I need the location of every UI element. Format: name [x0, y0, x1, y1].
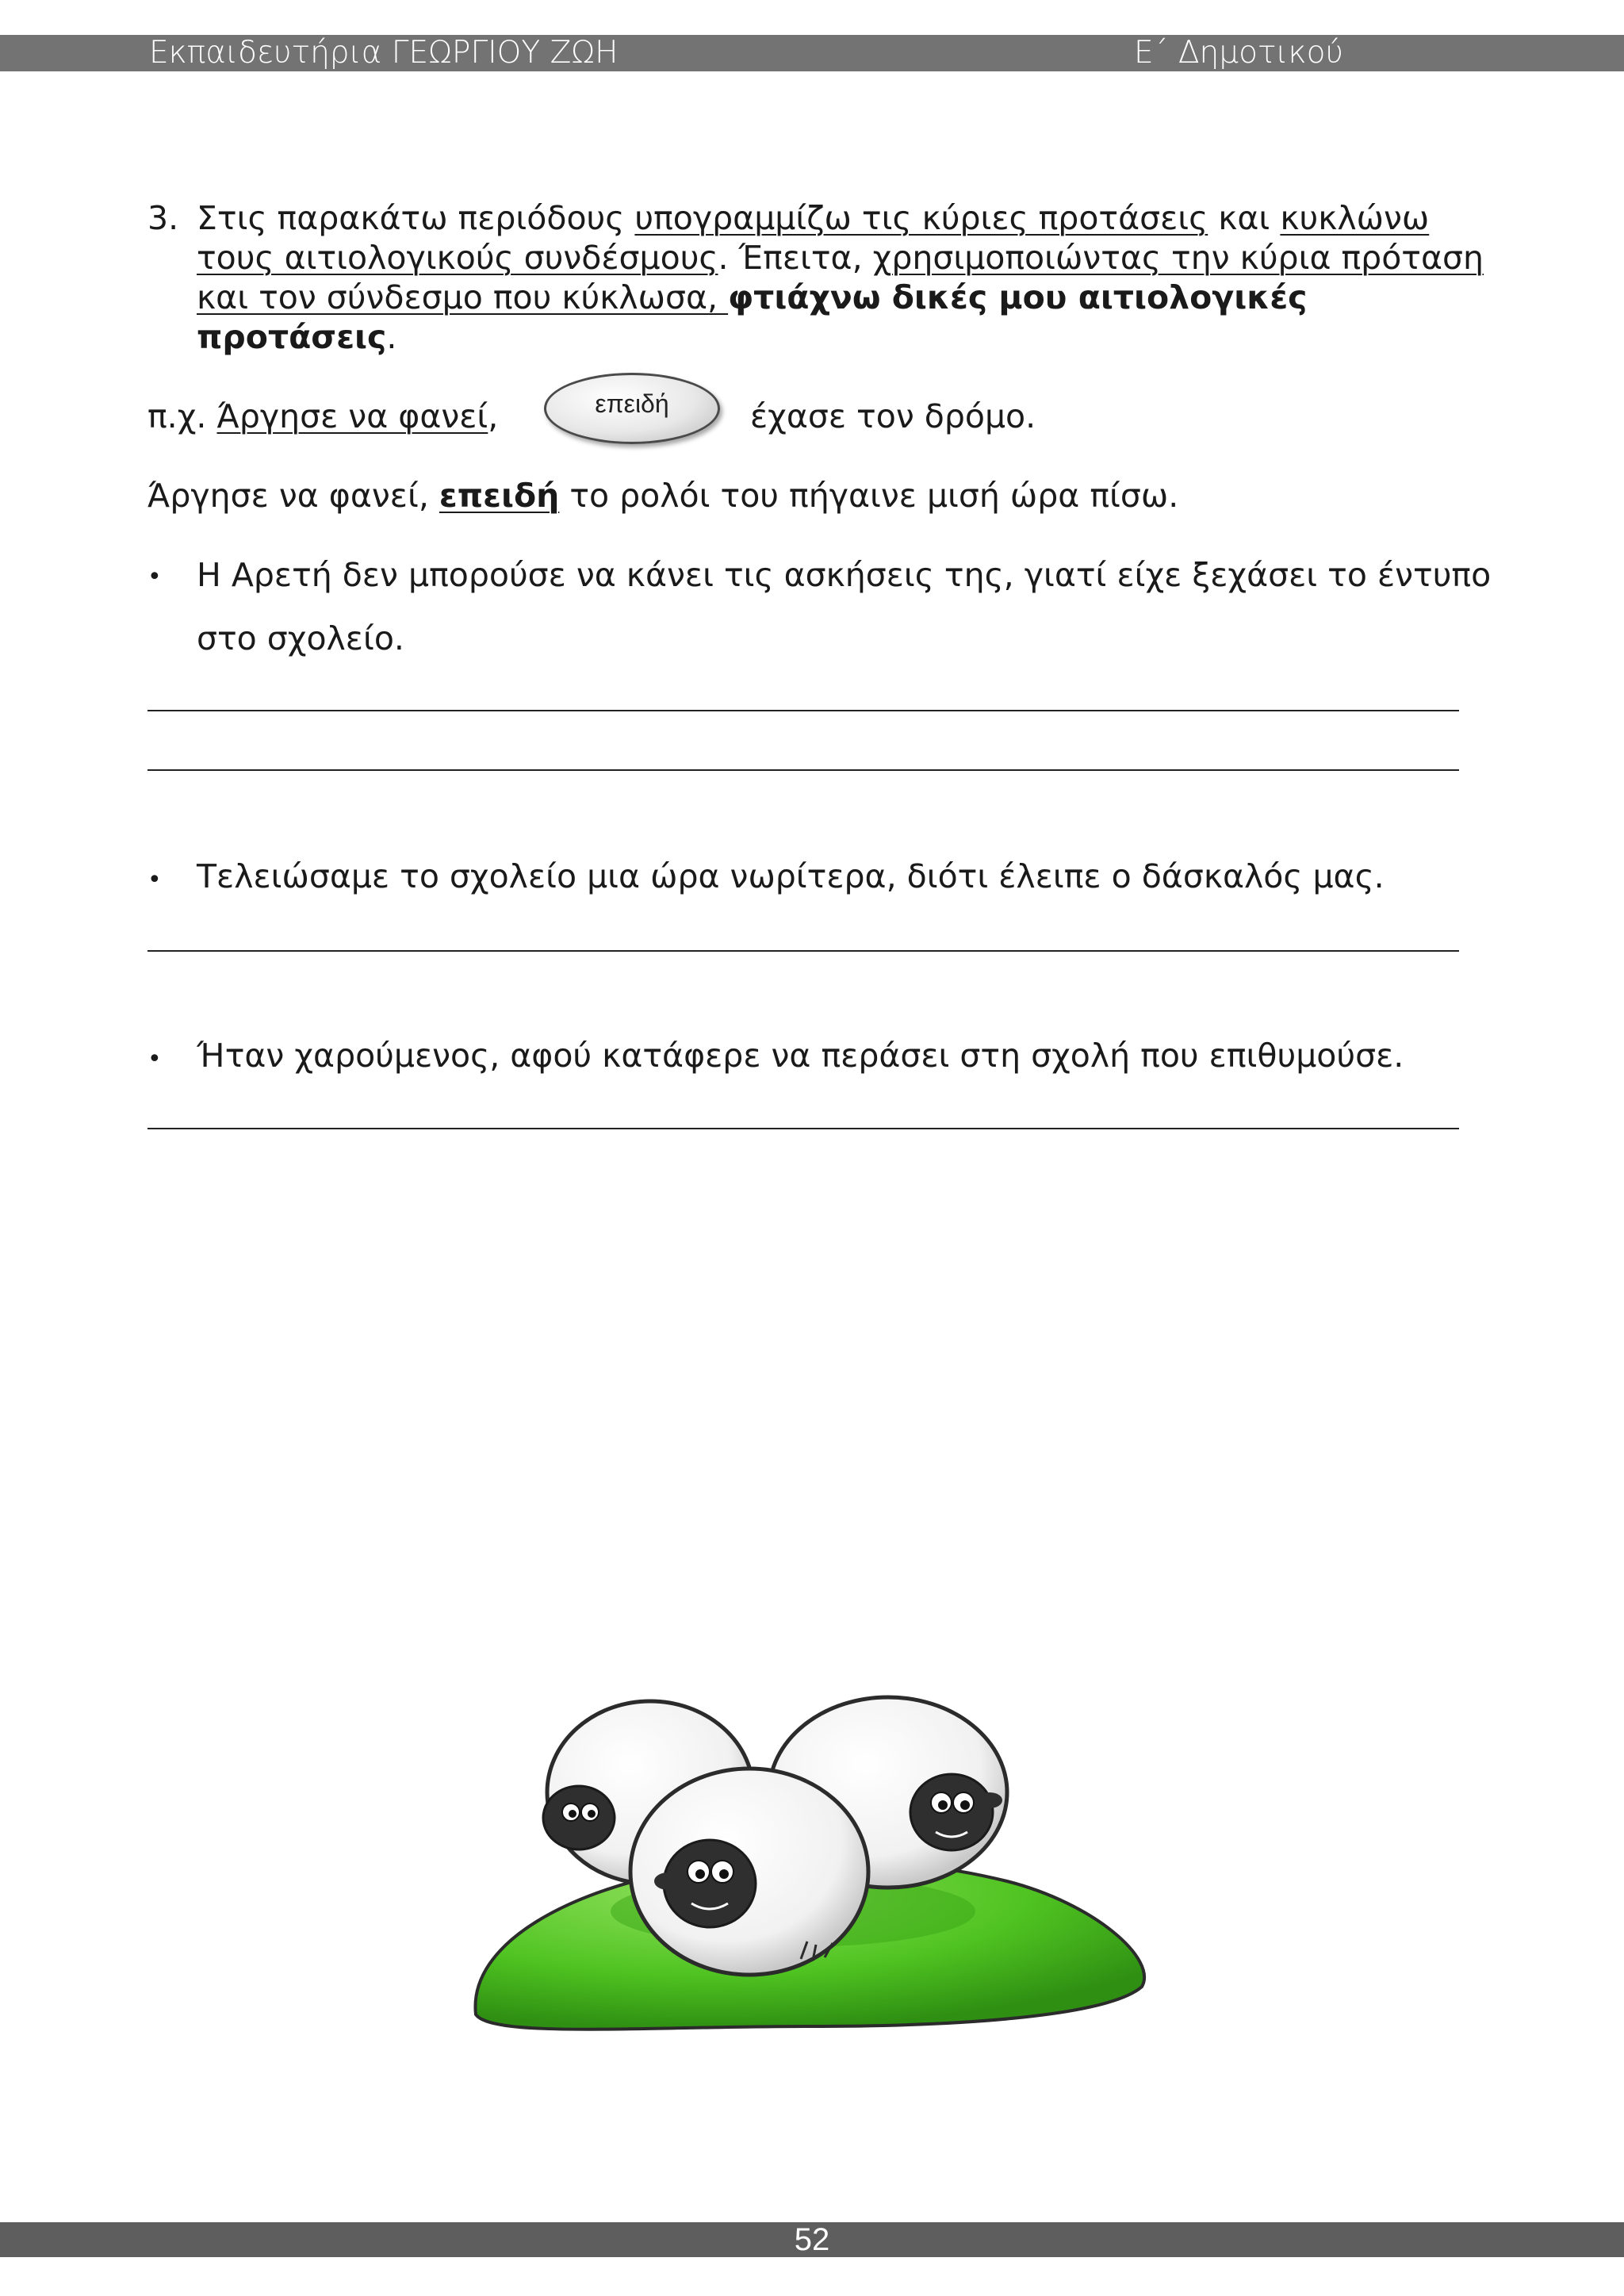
page-number: 52 [794, 2222, 830, 2257]
task-number: 3. [147, 199, 179, 237]
circled-conjunction: επειδή [544, 373, 720, 444]
item-1-line-1: Η Αρετή δεν μπορούσε να κάνει τις ασκήσεις της, γιατί είχε ξεχάσει το έντυπο [197, 556, 1492, 594]
answer-line-1a[interactable] [147, 710, 1459, 711]
example-sentence: π.χ. Άργησε να φανεί, [147, 397, 499, 435]
bullet-1: • [147, 563, 162, 591]
task-instruction-line-2: τους αιτιολογικούς συνδέσμους. Έπειτα, χρησιμοποιώντας την κύρια πρόταση [197, 239, 1484, 277]
sheep-illustration [460, 1673, 1158, 2046]
item-3-line-1: Ήταν χαρούμενος, αφού κατάφερε να περάσει στη σχολή που επιθυμούσε. [197, 1037, 1404, 1075]
item-2-line-1: Τελειώσαμε το σχολείο μια ώρα νωρίτερα, διότι έλειπε ο δάσκαλός μας. [197, 857, 1385, 895]
school-name: Εκπαιδευτήρια ΓΕΩΡΓΙΟΥ ΖΩΗ [149, 35, 619, 71]
task-instruction-line-1: Στις παρακάτω περιόδους υπογραμμίζω τις κύριες προτάσεις και κυκλώνω [197, 199, 1430, 237]
page-footer [0, 2222, 1624, 2257]
task-instruction-line-4: προτάσεις. [197, 318, 397, 356]
item-1-line-2: στο σχολείο. [197, 619, 404, 657]
answer-line-2[interactable] [147, 950, 1459, 952]
example-rest: έχασε τον δρόμο. [750, 397, 1036, 435]
example-answer: Άργησε να φανεί, επειδή το ρολόι του πήγαινε μισή ώρα πίσω. [147, 477, 1179, 515]
answer-line-3[interactable] [147, 1128, 1459, 1129]
bullet-3: • [147, 1045, 162, 1073]
grade-label: Ε΄ Δημοτικού [1134, 35, 1344, 71]
bullet-2: • [147, 866, 162, 894]
page-header [0, 35, 1624, 71]
answer-line-1b[interactable] [147, 769, 1459, 771]
task-instruction-line-3: και τον σύνδεσμο που κύκλωσα, φτιάχνω δικές μου αιτιολογικές [197, 278, 1308, 316]
